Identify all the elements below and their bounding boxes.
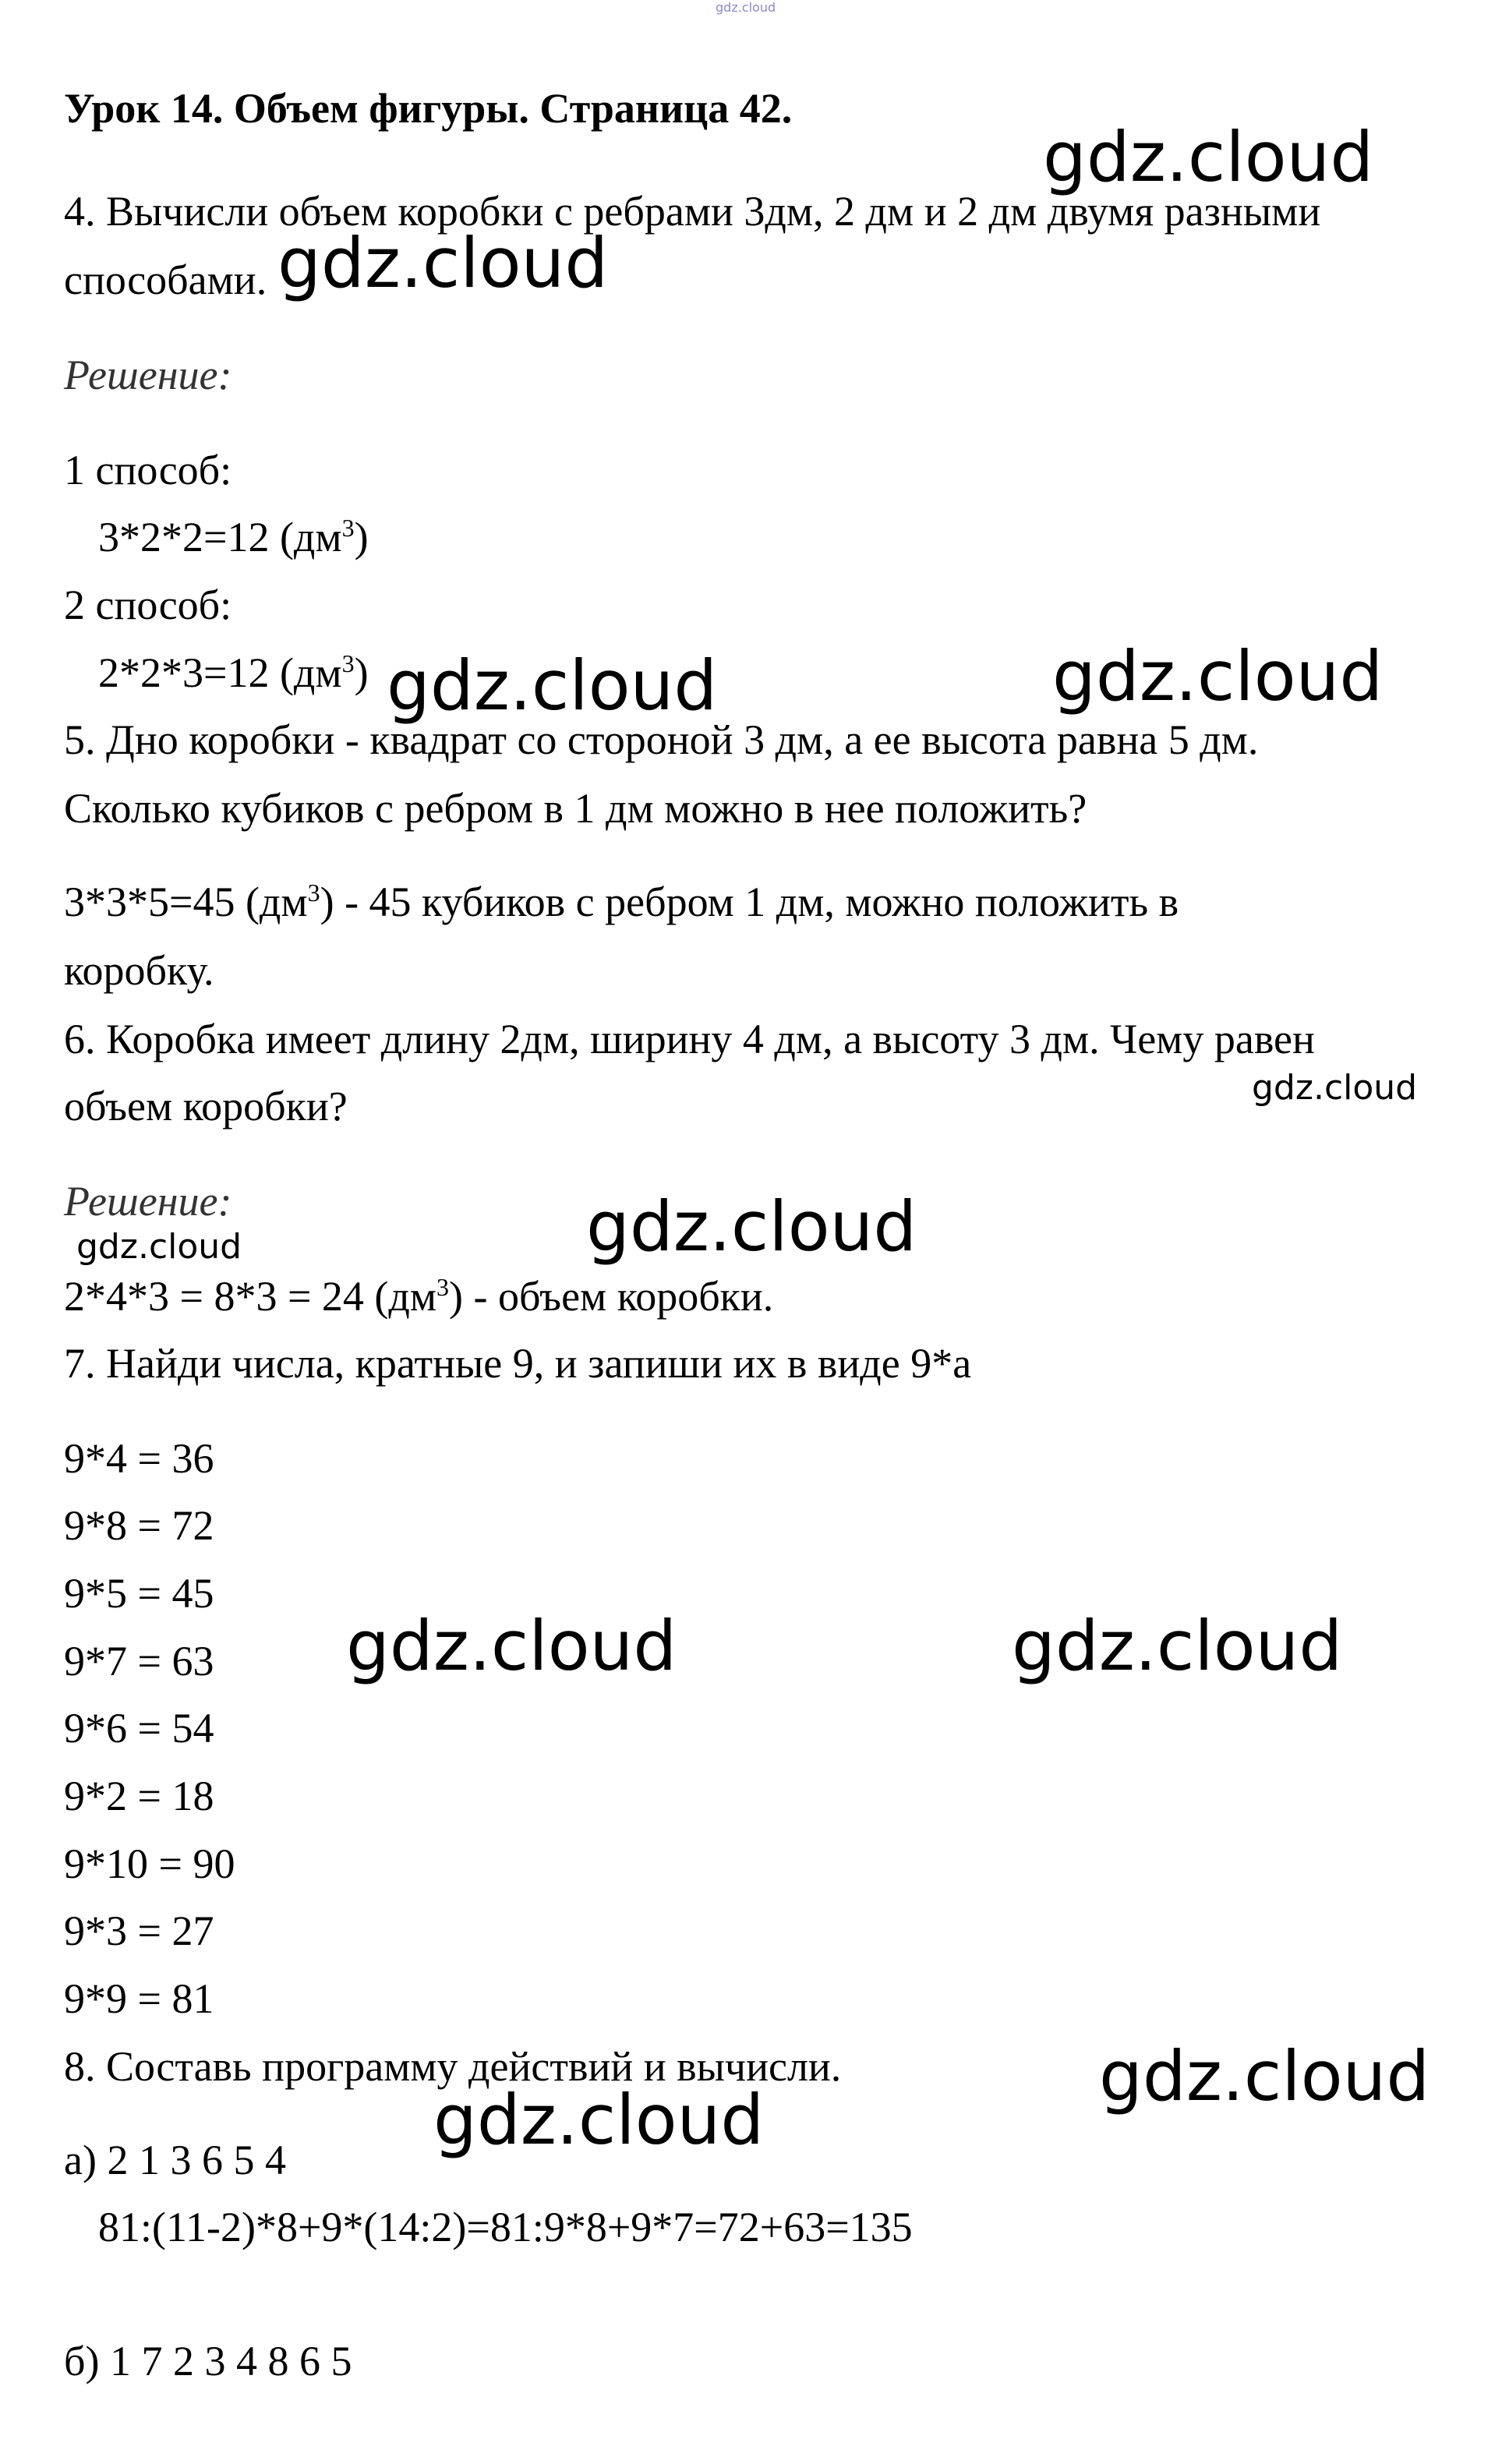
task6-text-line2: объем коробки? <box>64 1083 348 1129</box>
watermark: gdz.cloud <box>433 2080 765 2160</box>
task7-row: 9*6 = 54 <box>64 1705 214 1752</box>
watermark: gdz.cloud <box>387 645 718 726</box>
watermark: gdz.cloud <box>586 1186 917 1267</box>
task7-row: 9*8 = 72 <box>64 1502 214 1549</box>
task4-way2-expression: 2*2*3=12 $(дм^3)$ <box>98 649 369 696</box>
task5-answer-line2: коробку. <box>64 947 214 994</box>
site-tag-watermark: gdz.cloud <box>716 0 776 15</box>
watermark: gdz.cloud <box>1052 636 1384 716</box>
task7-row: 9*7 = 63 <box>64 1638 214 1684</box>
task6-solution-label: Решение: <box>64 1178 232 1225</box>
task6-text-line1: 6. Коробка имеет длину 2дм, ширину 4 дм, а высоту 3 дм. Чему равен <box>64 1016 1315 1062</box>
task5-text-line2: Сколько кубиков с ребром в 1 дм можно в нее положить? <box>64 785 1087 832</box>
task4-way1-label: 1 способ: <box>64 447 232 493</box>
watermark: gdz.cloud <box>76 1227 242 1267</box>
task7-row: 9*5 = 45 <box>64 1570 214 1617</box>
task4-text-line2: способами. <box>64 256 267 303</box>
task4-way2-label: 2 способ: <box>64 582 232 628</box>
task8-text: 8. Составь программу действий и вычисли. <box>64 2043 842 2090</box>
watermark: gdz.cloud <box>1252 1068 1418 1108</box>
watermark: gdz.cloud <box>277 223 609 303</box>
task8-a-order: а) 2 1 3 6 5 4 <box>64 2137 286 2183</box>
lesson-title: Урок 14. Объем фигуры. Страница 42. <box>64 85 793 132</box>
task6-answer: 2*4*3 = 8*3 = 24 $(дм^3)$ - объем коробки. <box>64 1273 774 1320</box>
watermark: gdz.cloud <box>1099 2036 1430 2116</box>
task5-text-line1: 5. Дно коробки - квадрат со стороной 3 дм, а ее высота равна 5 дм. <box>64 716 1259 763</box>
watermark: gdz.cloud <box>346 1606 677 1686</box>
task8-a-expression: 81:(11-2)*8+9*(14:2)=81:9*8+9*7=72+63=135 <box>98 2204 913 2250</box>
task8-b-order: б) 1 7 2 3 4 8 6 5 <box>64 2338 352 2384</box>
watermark: gdz.cloud <box>1043 117 1374 197</box>
task7-row: 9*3 = 27 <box>64 1907 214 1954</box>
task7-row: 9*4 = 36 <box>64 1435 214 1482</box>
task7-text: 7. Найди числа, кратные 9, и запиши их в виде 9*a <box>64 1340 972 1387</box>
watermark: gdz.cloud <box>1012 1606 1343 1686</box>
task4-solution-label: Решение: <box>64 352 232 398</box>
task7-row: 9*9 = 81 <box>64 1975 214 2022</box>
task5-answer: 3*3*5=45 $(дм^3) - 45$ кубиков с ребром 1 дм, можно положить в <box>64 878 1179 925</box>
task4-text-line1: 4. Вычисли объем коробки с ребрами 3дм, 2 дм и 2 дм двумя разными <box>64 188 1321 235</box>
task7-row: 9*2 = 18 <box>64 1773 214 1819</box>
task7-row: 9*10 = 90 <box>64 1840 235 1887</box>
task4-way1-expression: 3*2*2=12 $(дм^3)$ <box>98 514 369 560</box>
